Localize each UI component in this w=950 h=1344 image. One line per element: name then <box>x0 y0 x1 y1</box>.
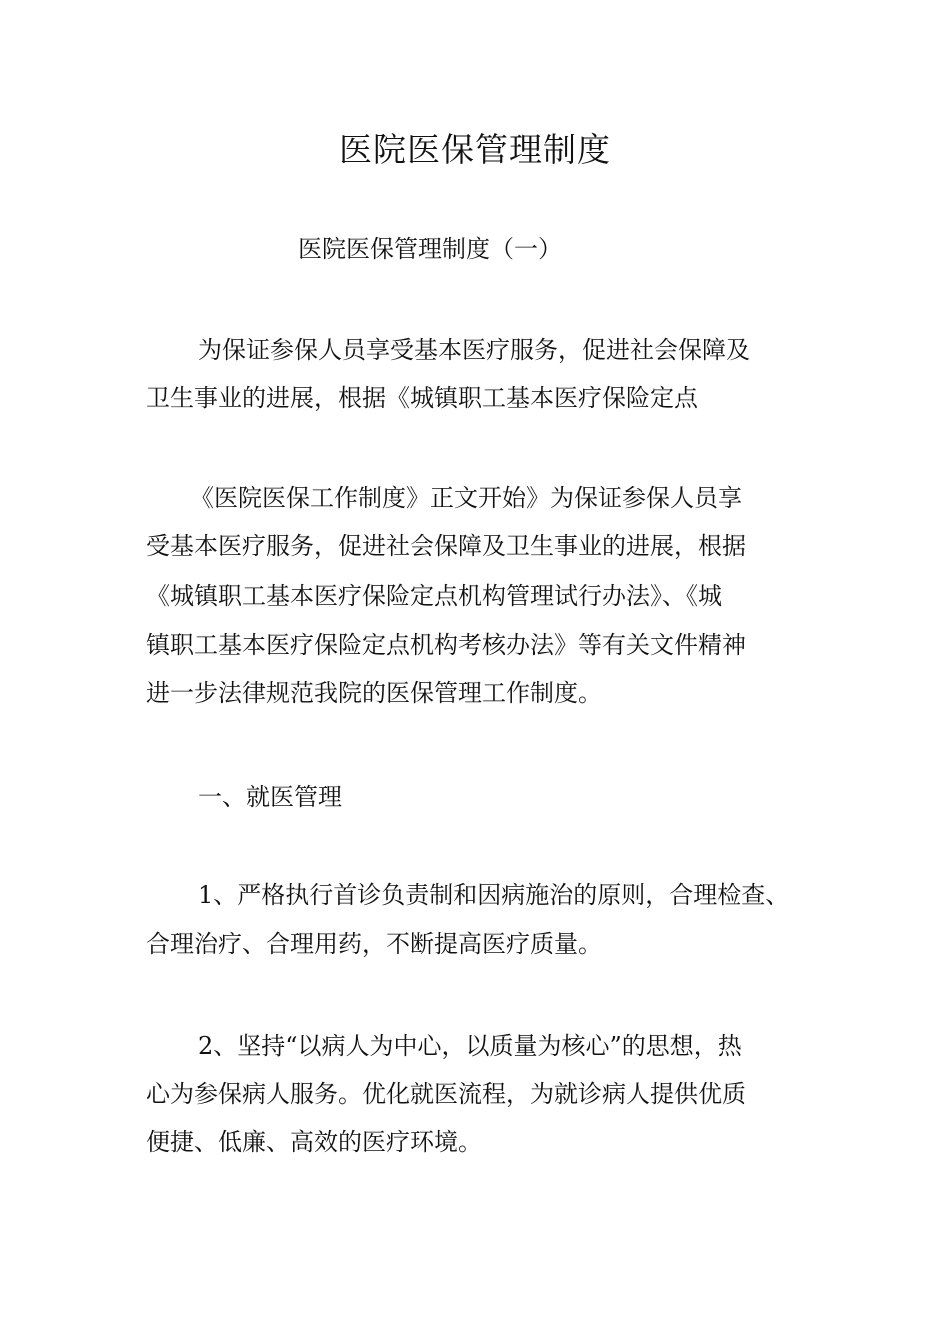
paragraph-2-line-2: 受基本医疗服务，促进社会保障及卫生事业的进展，根据 <box>146 532 746 560</box>
document-title: 医院医保管理制度 <box>339 130 611 169</box>
paragraph-2-line-3: 《城镇职工基本医疗保险定点机构管理试行办法》、《城 <box>146 582 722 610</box>
section-1-heading: 一、就医管理 <box>198 783 342 811</box>
paragraph-1-line-2: 卫生事业的进展，根据《城镇职工基本医疗保险定点 <box>146 384 698 412</box>
item-2-line-2: 心为参保病人服务。优化就医流程，为就诊病人提供优质 <box>146 1080 746 1108</box>
item-1-line-2: 合理治疗、合理用药，不断提高医疗质量。 <box>146 930 602 958</box>
paragraph-2-line-4: 镇职工基本医疗保险定点机构考核办法》等有关文件精神 <box>146 631 746 659</box>
paragraph-1-line-1: 为保证参保人员享受基本医疗服务，促进社会保障及 <box>198 336 750 364</box>
paragraph-2-line-1: 《医院医保工作制度》正文开始》为保证参保人员享 <box>190 484 742 512</box>
item-2-line-1: 2、坚持“以病人为中心，以质量为核心”的思想，热 <box>198 1032 742 1060</box>
document-subtitle: 医院医保管理制度（一） <box>298 235 562 263</box>
item-1-line-1: 1、严格执行首诊负责制和因病施治的原则，合理检查、 <box>198 881 790 909</box>
item-2-line-3: 便捷、低廉、高效的医疗环境。 <box>146 1128 482 1156</box>
paragraph-2-line-5: 进一步法律规范我院的医保管理工作制度。 <box>146 679 602 707</box>
